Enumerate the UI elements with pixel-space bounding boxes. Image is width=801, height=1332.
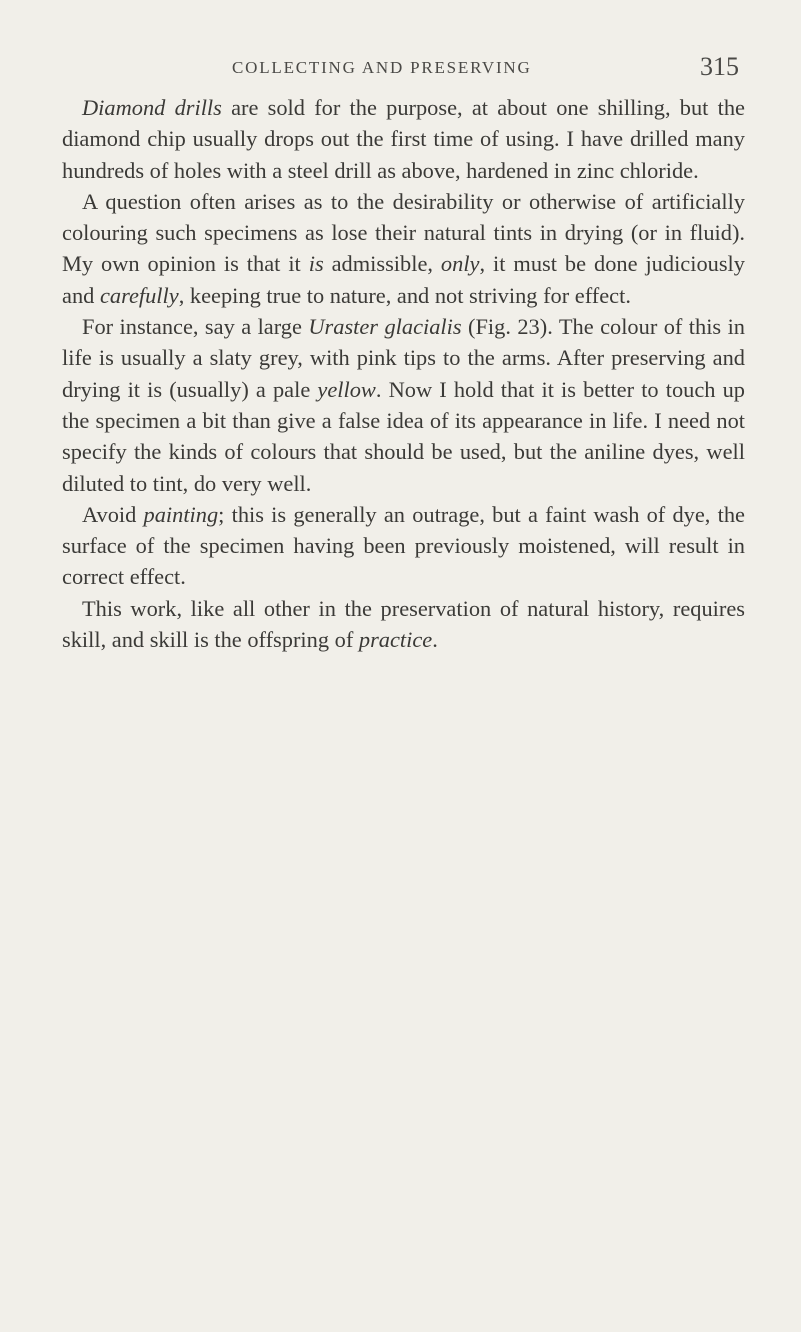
running-title: COLLECTING AND PRESERVING xyxy=(232,58,532,77)
paragraph-skill-practice xyxy=(62,593,745,656)
text-run: A question often arises as to the desirability or otherwise of artificially colouring such specimens as lose their natural tints in drying (or in fluid). My own opinion is that it xyxy=(62,188,745,277)
italic-phrase: is xyxy=(308,251,324,277)
italic-phrase: painting xyxy=(143,501,219,527)
text-run: admissible, xyxy=(323,251,441,277)
text-run: Avoid xyxy=(82,501,144,527)
text-run: For instance, say a large xyxy=(82,314,309,340)
paragraph-avoid-painting xyxy=(62,499,745,593)
running-head xyxy=(0,52,801,84)
text-run: , it must be done judiciously and xyxy=(62,251,745,308)
italic-phrase: carefully xyxy=(99,282,179,308)
paragraph-diamond-drills xyxy=(62,92,745,186)
paragraph-uraster-example xyxy=(62,311,745,499)
italic-phrase: Diamond drills xyxy=(82,95,222,120)
text-run: This work, like all other in the preservation of natural history, requires skill, and skill is the offspring of xyxy=(62,595,745,653)
text-run: (Fig. 23). The colour of this in life is usually a slaty grey, with pink tips to the arms. After preserving and drying it is (usually) a pale xyxy=(62,314,745,402)
italic-phrase: Uraster glacialis xyxy=(308,314,462,340)
paragraph-artificial-colouring xyxy=(62,186,745,311)
italic-phrase: yellow xyxy=(317,376,376,402)
text-run: . Now I hold that it is better to touch up the specimen a bit than give a false idea of its appearance in life. I need not specify the kinds of colours that should be used, but the aniline dyes, well diluted to tint, do very well. xyxy=(62,376,745,496)
page-number: 315 xyxy=(700,52,739,81)
text-run: , keeping true to nature, and not striving for effect. xyxy=(178,282,631,308)
body-text xyxy=(62,92,745,655)
italic-phrase: only xyxy=(440,251,480,277)
text-run: . xyxy=(432,627,438,653)
text-run: are sold for the purpose, at about one shilling, but the diamond chip usually drops out the first time of using. I have drilled many hundreds of holes with a steel drill as above, hardened in zinc chloride. xyxy=(62,95,745,183)
italic-phrase: practice xyxy=(358,627,433,653)
text-run: ; this is generally an outrage, but a faint wash of dye, the surface of the specimen having been previously moistened, will result in correct effect. xyxy=(62,501,745,590)
